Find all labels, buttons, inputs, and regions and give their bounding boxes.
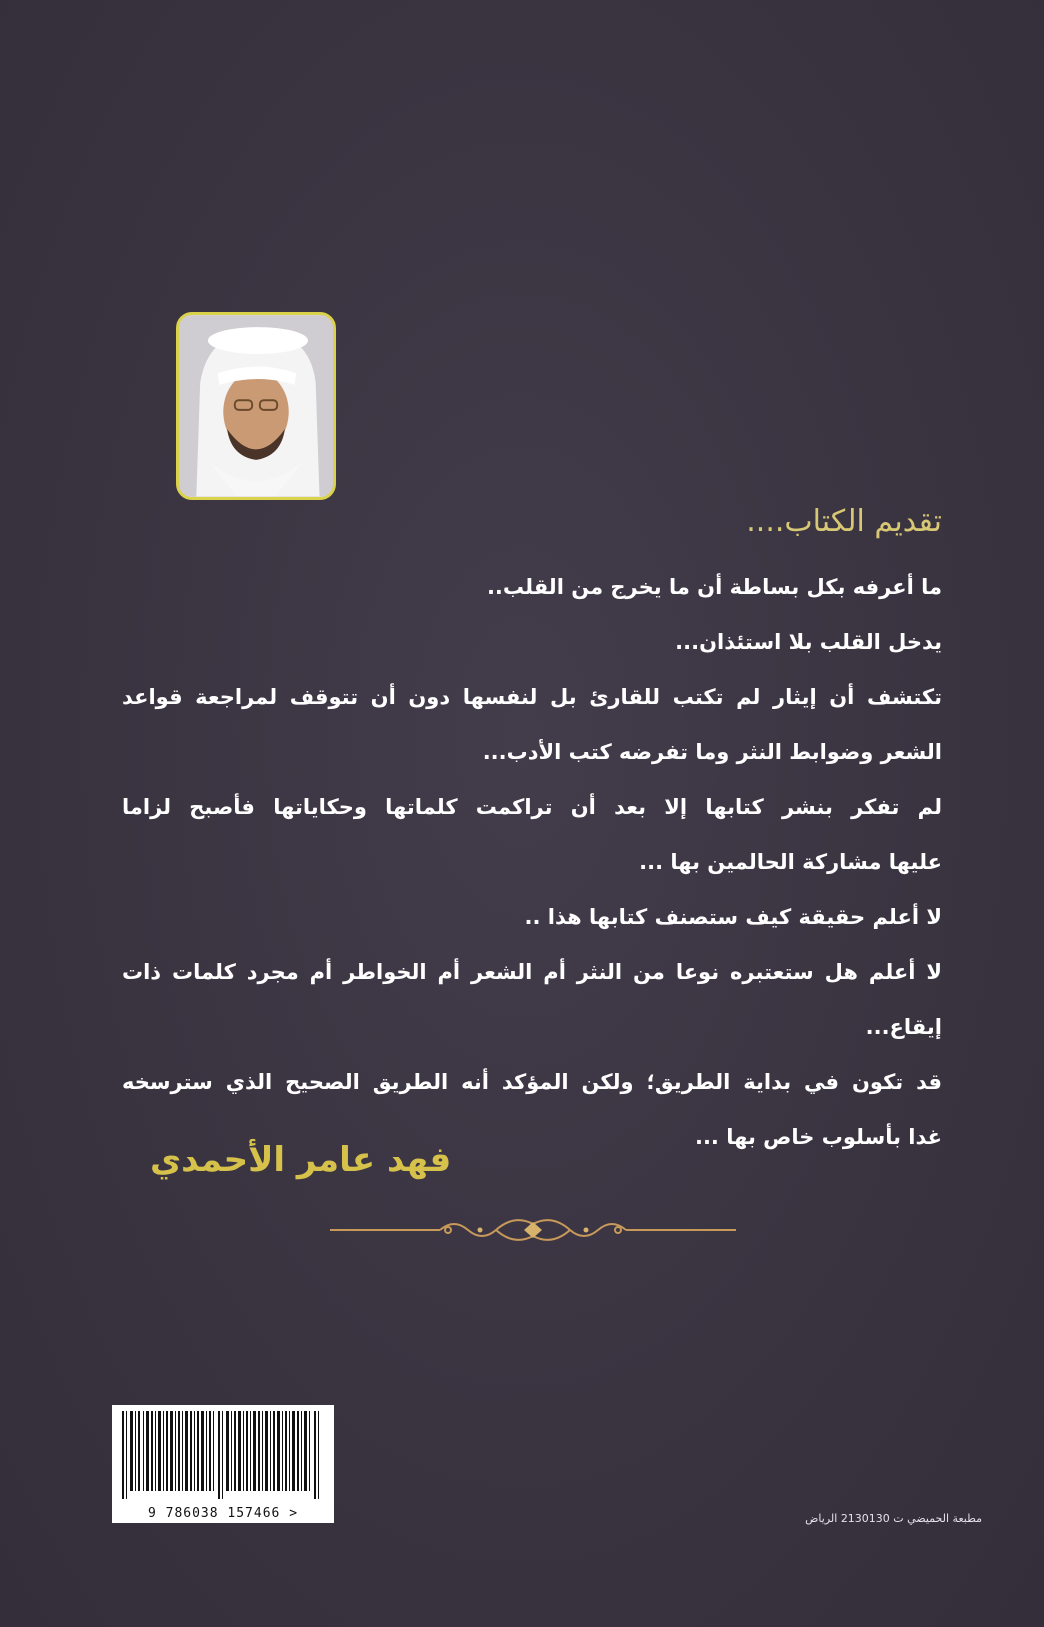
isbn-number: 9 786038 157466 > [147,1506,299,1521]
intro-line: غدا بأسلوب خاص بها ... [694,1125,942,1149]
intro-line: عليها مشاركة الحالمين بها ... [639,850,942,874]
intro-line: إيقاع... [865,1015,942,1039]
intro-line: تكتشف أن إيثار لم تكتب للقارئ بل لنفسها دون أن تتوقف لمراجعة قواعد [122,685,942,709]
intro-line: قد تكون في بداية الطريق؛ ولكن المؤكد أنه الطريق الصحيح الذي سترسخه [122,1070,942,1094]
intro-line: لا أعلم هل ستعتبره نوعا من النثر أم الشعر أم الخواطر أم مجرد كلمات ذات [122,960,942,984]
intro-line: لا أعلم حقيقة كيف ستصنف كتابها هذا .. [524,905,942,929]
intro-line: الشعر وضوابط النثر وما تفرضه كتب الأدب... [482,740,942,764]
author-signature: فهد عامر الأحمدي [150,1140,452,1180]
intro-heading: تقديم الكتاب.... [746,504,942,539]
intro-line: يدخل القلب بلا استئذان... [675,630,942,654]
intro-text [122,560,942,1165]
author-portrait-image [179,315,333,497]
barcode [112,1405,334,1523]
barcode-bars [112,1405,334,1505]
ornament-divider [330,1210,736,1250]
intro-line: ما أعرفه بكل بساطة أن ما يخرج من القلب.. [486,575,942,599]
intro-line: لم تفكر بنشر كتابها إلا بعد أن تراكمت كلماتها وحكاياتها فأصبح لزاما [122,795,942,819]
printer-credit: مطبعة الحميضي ت 2130130 الرياض [805,1512,982,1525]
author-photo [176,312,336,500]
